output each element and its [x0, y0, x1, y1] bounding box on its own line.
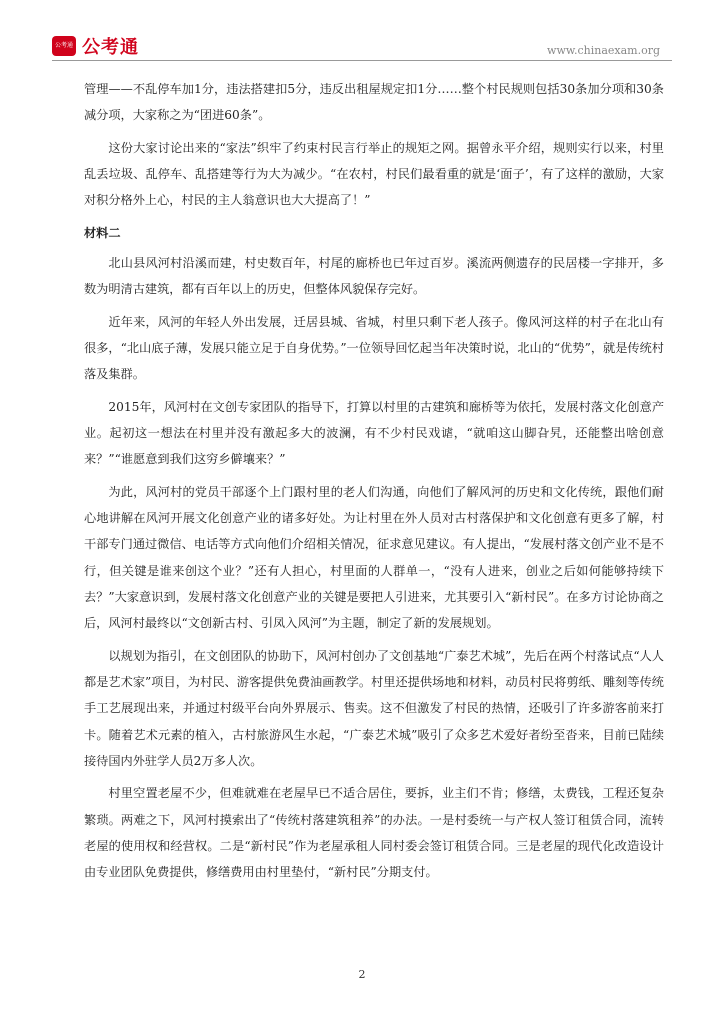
brand-logo[interactable] [52, 33, 139, 59]
page-header [0, 0, 724, 62]
logo-badge-icon: 公考通 [52, 36, 76, 56]
paragraph: 村里空置老屋不少，但难就难在老屋早已不适合居住，要拆，业主们不肯；修缮，太费钱，工程还复杂繁琐。两难之下，风河村摸索出了“传统村落建筑租养”的办法。一是村委统一与产权人签订租赁合同，流转老屋的使用权和经营权。二是“新村民”作为老屋承租人同村委会签订租赁合同。三是老屋的现代化改造设计由专业团队免费提供，修缮费用由村里垫付，“新村民”分期支付。 [84, 786, 664, 880]
logo-text: 公考通 [82, 37, 139, 58]
paragraph: 为此，风河村的党员干部逐个上门跟村里的老人们沟通，向他们了解风河的历史和文化传统，跟他们耐心地讲解在风河开展文化创意产业的诸多好处。为让村里在外人员对古村落保护和文化创意有更多了解，村干部专门通过微信、电话等方式向他们介绍相关情况，征求意见建议。有人提出，“发展村落文创产业不是不行，但关键是谁来创这个业？”还有人担心，村里面的人群单一，“没有人进来，创业之后如何能够持续下去？”大家意识到，发展村落文化创意产业的关键是要把人引进来，尤其要引入“新村民”。在多方讨论协商之后，风河村最终以“文创新古村、引凤入风河”为主题，制定了新的发展规划。 [84, 484, 664, 631]
header-divider [52, 60, 672, 61]
paragraph: 北山县风河村沿溪而建，村史数百年，村尾的廊桥也已年过百岁。溪流两侧遗存的民居楼一字排开，多数为明清古建筑，都有百年以上的历史，但整体风貌保存完好。 [84, 255, 664, 297]
paragraph: 以规划为指引，在文创团队的协助下，风河村创办了文创基地“广泰艺术城”，先后在两个村落试点“人人都是艺术家”项目，为村民、游客提供免费油画教学。村里还提供场地和材料，动员村民将剪纸、雕刻等传统手工艺展现出来，并通过村级平台向外界展示、售卖。这不但激发了村民的热情，还吸引了许多游客前来打卡。随着艺术元素的植入，古村旅游风生水起，“广泰艺术城”吸引了众多艺术爱好者纷至沓来，目前已陆续接待国内外驻学人员2万多人次。 [84, 648, 664, 768]
document-body [84, 76, 664, 892]
page-number: 2 [358, 968, 366, 981]
site-url[interactable]: www.chinaexam.org [547, 44, 660, 57]
paragraph: 2015年，风河村在文创专家团队的指导下，打算以村里的古建筑和廊桥等为依托，发展村落文化创意产业。起初这一想法在村里并没有激起多大的波澜，有不少村民戏谑，“就咱这山脚旮旯，还能整出啥创意来？”“谁愿意到我们这穷乡僻壤来？” [84, 399, 664, 467]
section-heading: 材料二 [84, 225, 121, 240]
paragraph: 近年来，风河的年轻人外出发展，迁居县城、省城，村里只剩下老人孩子。像风河这样的村子在北山有很多，“北山底子薄，发展只能立足于自身优势。”一位领导回忆起当年决策时说，北山的“优势”，就是传统村落及集群。 [84, 314, 664, 382]
paragraph: 这份大家讨论出来的“家法”织牢了约束村民言行举止的规矩之网。据曾永平介绍，规则实行以来，村里乱丢垃圾、乱停车、乱搭建等行为大为减少。“在农村，村民们最看重的就是‘面子’，有了这样的激励，大家对积分格外上心，村民的主人翁意识也大大提高了！” [84, 140, 664, 208]
paragraph-continued: 管理——不乱停车加1分，违法搭建扣5分，违反出租屋规定扣1分……整个村民规则包括30条加分项和30条减分项，大家称之为“团进60条”。 [84, 82, 664, 123]
